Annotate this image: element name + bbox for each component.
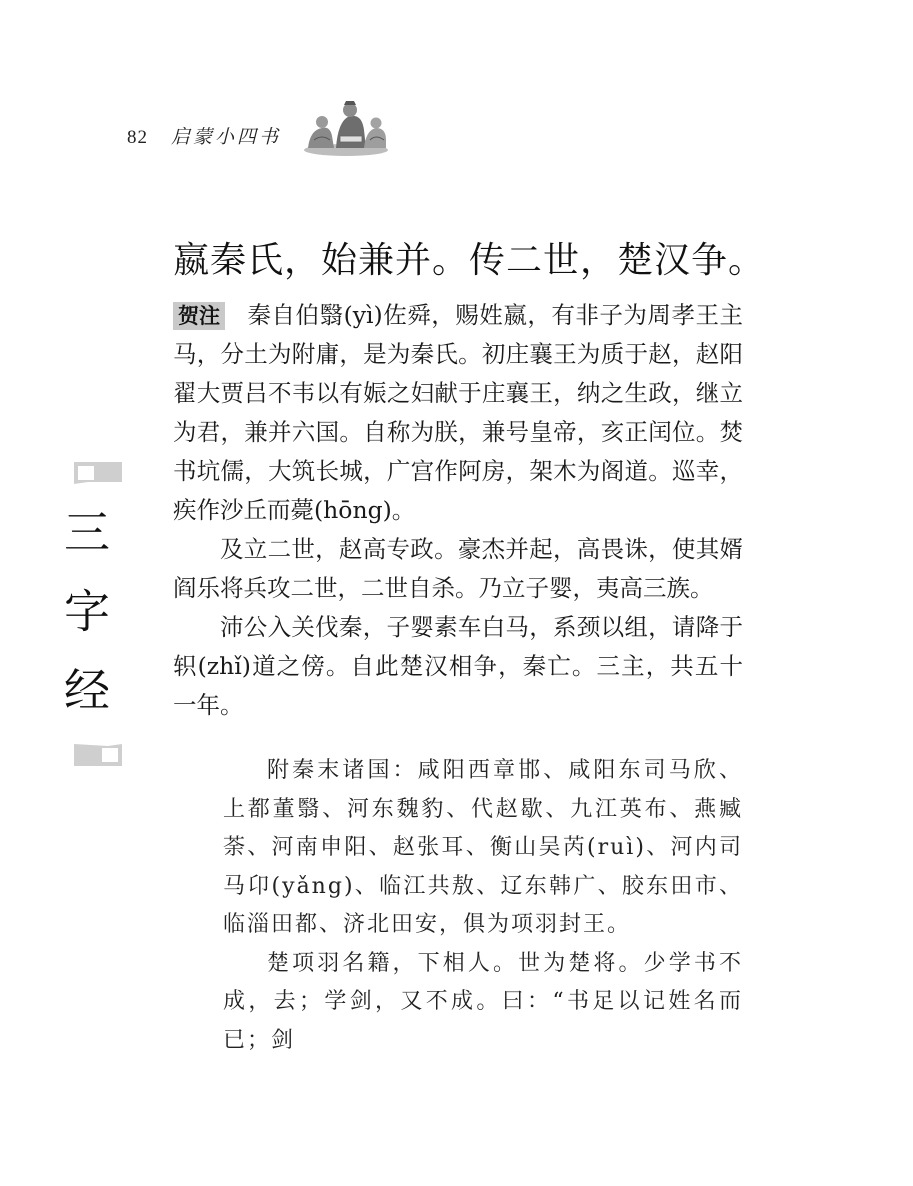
appendix-block [223, 752, 743, 1060]
page-number: 82 [127, 127, 148, 148]
commentary-paragraph: 贺注 秦自伯翳(yì)佐舜，赐姓嬴，有非子为周孝王主马，分土为附庸，是为秦氏。初庄襄王为质于赵，赵阳翟大贾吕不韦以有娠之妇献于庄襄王，纳之生政，继立为君，兼并六国。自称为朕，兼号皇帝，亥正闰位。焚书坑儒，大筑长城，广宫作阿房，架木为阁道。巡幸，疾作沙丘而薨(hōng)。 [173, 301, 743, 524]
section-title-vertical: 三字经 [57, 508, 111, 745]
appendix-paragraph: 附秦末诸国：咸阳西章邯、咸阳东司马欣、上都董翳、河东魏豹、代赵歇、九江英布、燕臧荼、河南申阳、赵张耳、衡山吴芮(ruì)、河内司马卬(yǎng)、临江共敖、辽东韩广、胶东田市、临淄田都、济北田安，俱为项羽封王。 [223, 758, 743, 937]
section-side-tab [57, 460, 124, 770]
book-title: 启蒙小四书 [171, 126, 282, 148]
bracket-bottom-ornament [74, 744, 122, 768]
commentary-paragraph: 及立二世，赵高专政。豪杰并起，高畏诛，使其婿阎乐将兵攻二世，二世自杀。乃立子婴，夷高三族。 [173, 535, 743, 602]
running-head [127, 122, 281, 149]
commentary-block [173, 296, 743, 725]
appendix-paragraph: 楚项羽名籍，下相人。世为楚将。少学书不成，去；学剑，又不成。曰：“书足以记姓名而已；剑 [223, 950, 743, 1053]
verse-title: 嬴秦氏，始兼并。传二世，楚汉争。 [173, 240, 766, 281]
bracket-top-ornament [74, 460, 122, 484]
scholars-reading-illustration-icon [300, 100, 392, 158]
commentary-label: 贺注 [173, 302, 225, 330]
commentary-paragraph: 沛公入关伐秦，子婴素车白马，系颈以组，请降于轵(zhǐ)道之傍。自此楚汉相争，秦亡。三主，共五十一年。 [173, 613, 743, 719]
